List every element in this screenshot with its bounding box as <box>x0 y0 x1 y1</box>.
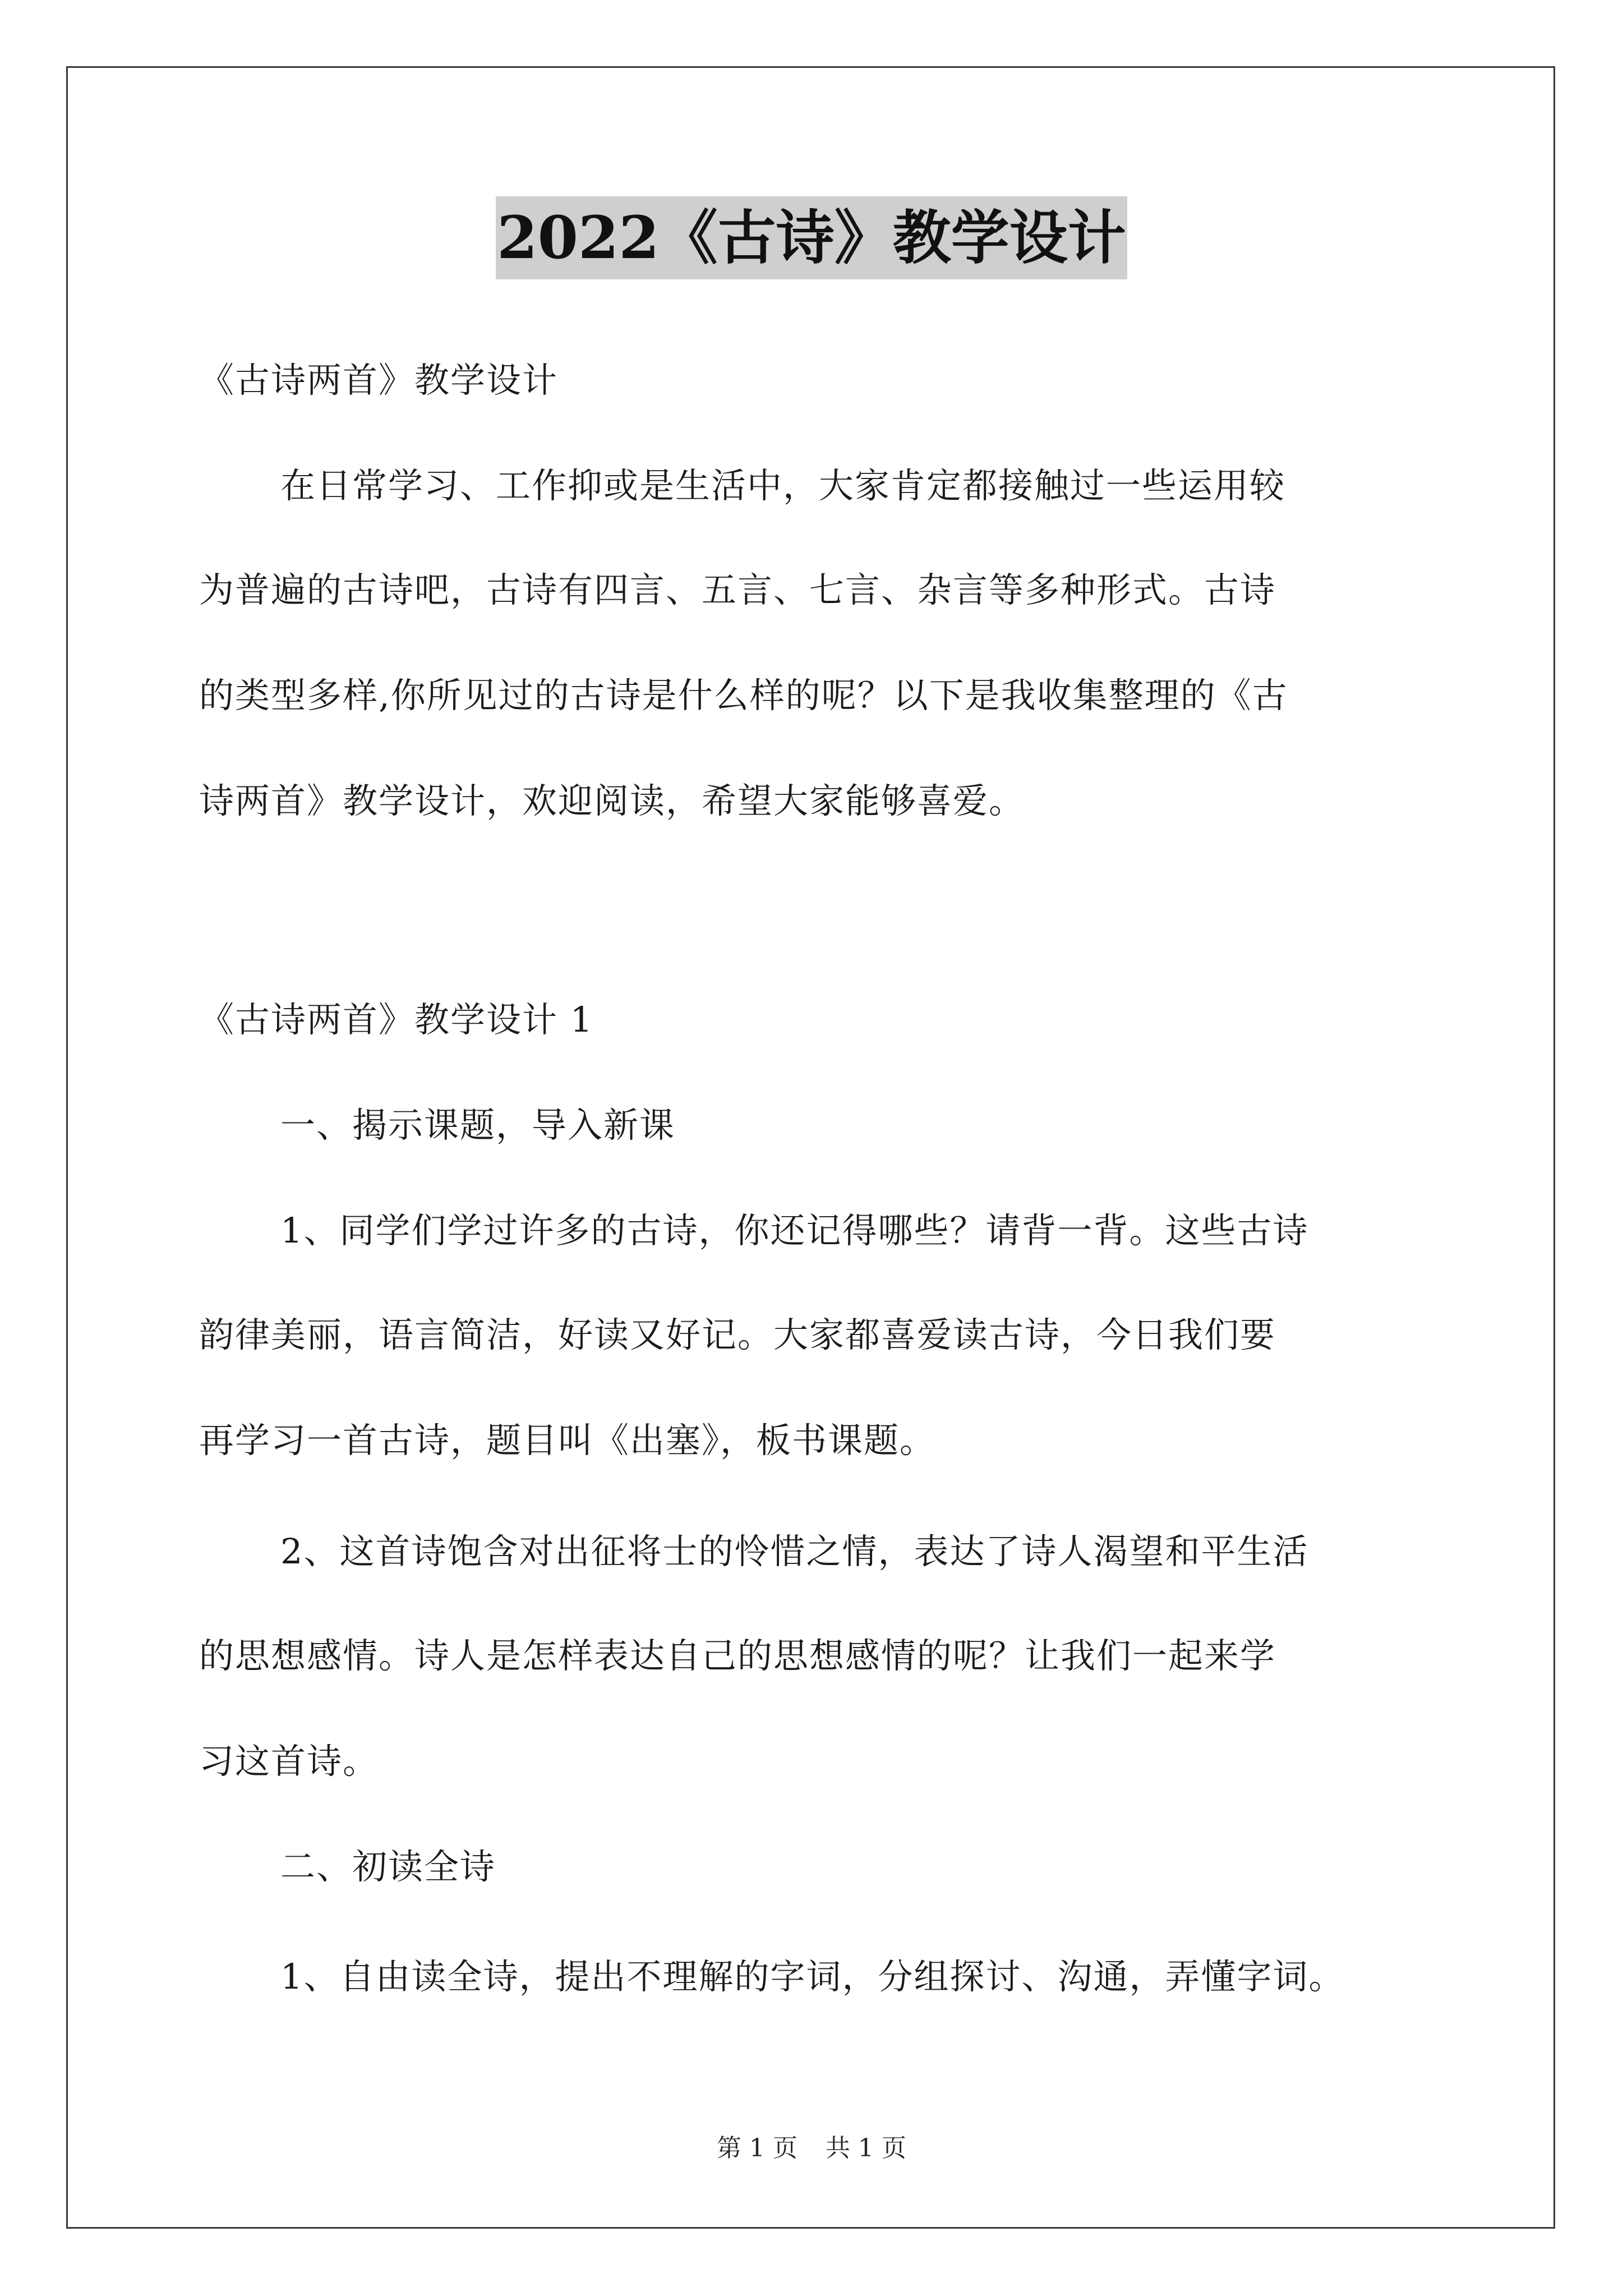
subsection-heading: 二、初读全诗 <box>280 1846 496 1887</box>
subsection-heading: 一、揭示课题，导入新课 <box>280 1105 676 1145</box>
paragraph-line: 在日常学习、工作抑或是生活中，大家肯定都接触过一些运用较 <box>280 465 1286 506</box>
paragraph-line: 1、自由读全诗，提出不理解的字词，分组探讨、沟通，弄懂字词。 <box>280 1956 1345 1997</box>
page-footer <box>0 2132 1623 2165</box>
paragraph-line: 的思想感情。诗人是怎样表达自己的思想感情的呢？让我们一起来学 <box>199 1635 1276 1676</box>
page-total: 共 1 页 <box>826 2134 906 2162</box>
paragraph-line: 2、这首诗饱含对出征将士的怜惜之情，表达了诗人渴望和平生活 <box>280 1531 1309 1572</box>
paragraph-line: 习这首诗。 <box>199 1741 379 1782</box>
document-title: 2022《古诗》教学设计 <box>496 196 1127 279</box>
paragraph-line: 韵律美丽，语言简洁，好读又好记。大家都喜爱读古诗，今日我们要 <box>199 1314 1276 1355</box>
paragraph-line: 的类型多样,你所见过的古诗是什么样的呢？以下是我收集整理的《古 <box>199 675 1288 716</box>
section-heading: 《古诗两首》教学设计 1 <box>199 999 594 1040</box>
subtitle-line: 《古诗两首》教学设计 <box>199 360 559 401</box>
page-number: 第 1 页 <box>717 2134 797 2162</box>
title-container <box>0 196 1623 279</box>
paragraph-line: 1、同学们学过许多的古诗，你还记得哪些？请背一背。这些古诗 <box>280 1210 1309 1251</box>
paragraph-line: 为普遍的古诗吧，古诗有四言、五言、七言、杂言等多种形式。古诗 <box>199 569 1276 610</box>
paragraph-line: 再学习一首古诗，题目叫《出塞》，板书课题。 <box>199 1420 936 1461</box>
paragraph-line: 诗两首》教学设计，欢迎阅读，希望大家能够喜爱。 <box>199 780 1025 821</box>
